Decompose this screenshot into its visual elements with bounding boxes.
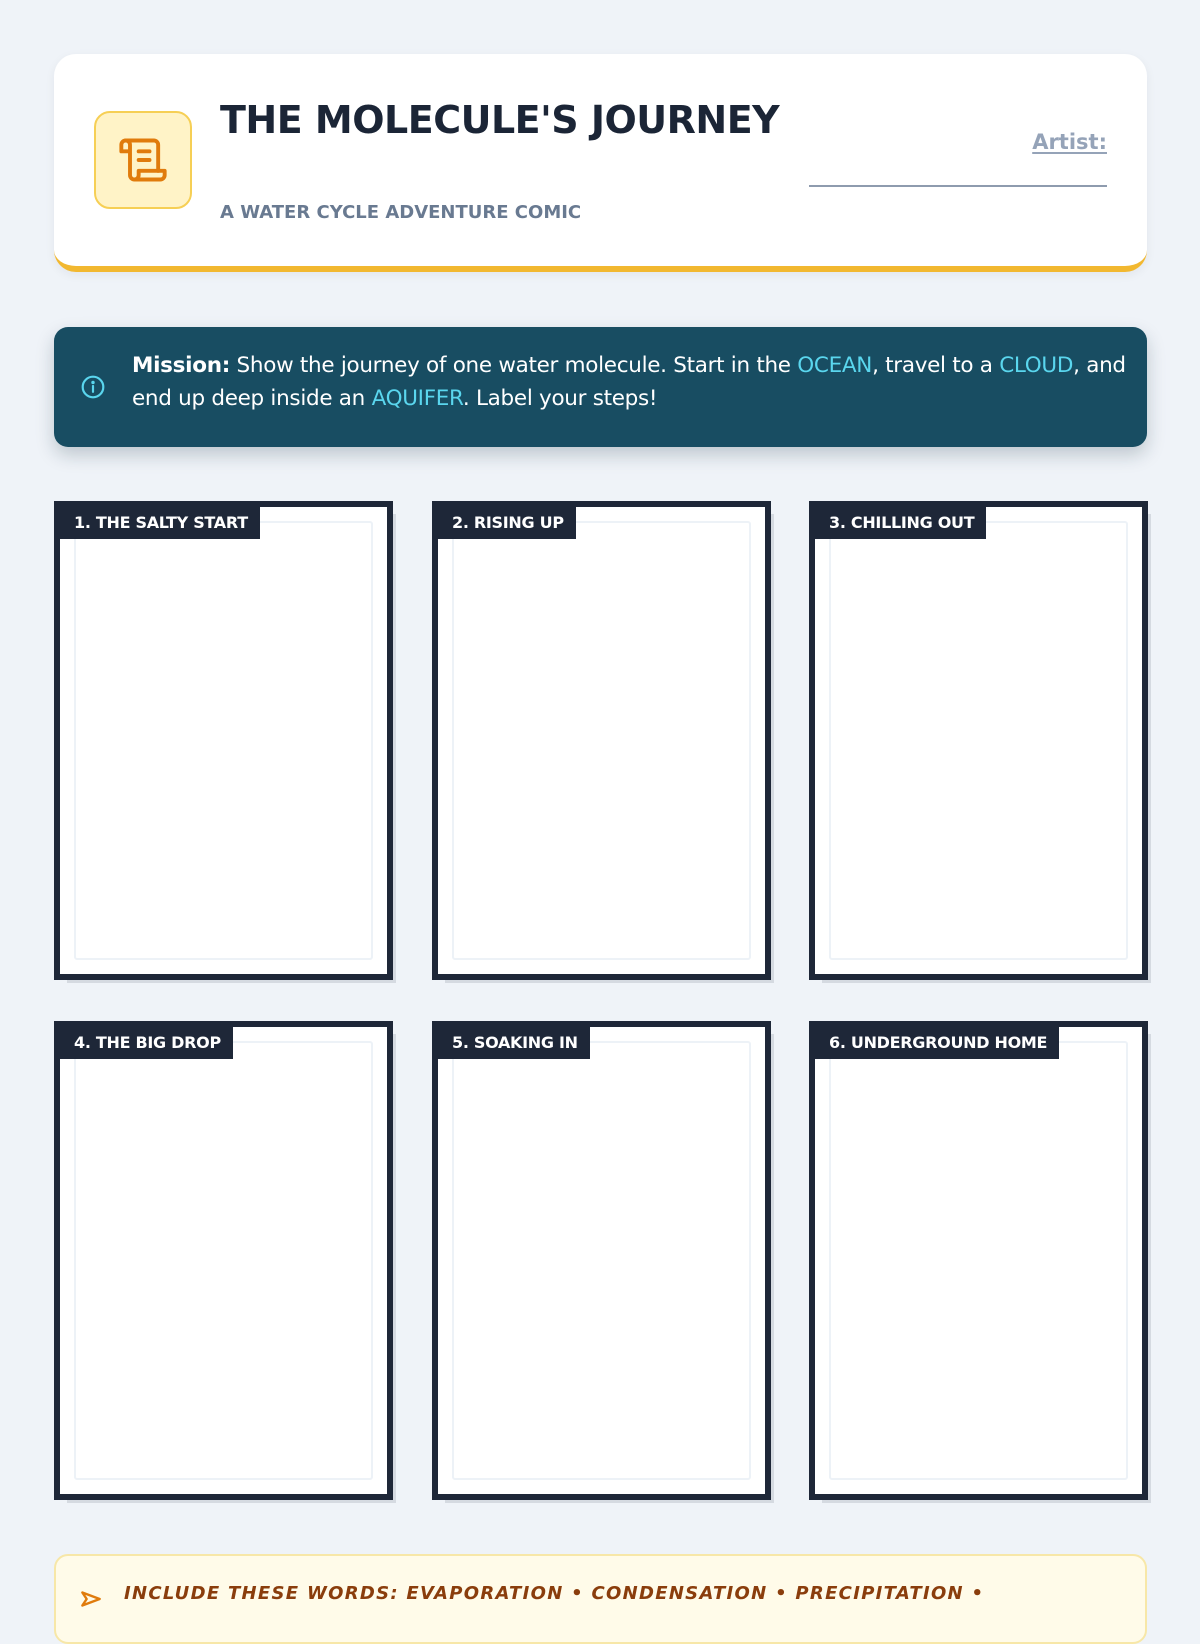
panel-label: 3. CHILLING OUT: [815, 507, 986, 539]
mission-text-part: , and end up deep inside an: [132, 353, 1126, 411]
artist-name-field[interactable]: [809, 185, 1107, 187]
page-subtitle: A WATER CYCLE ADVENTURE COMIC: [220, 202, 582, 223]
mission-text: [132, 349, 1132, 415]
keyword-aquifer: AQUIFER: [371, 386, 463, 411]
panel-drawing-area[interactable]: [829, 521, 1128, 960]
comic-panel-3[interactable]: [809, 501, 1151, 983]
panel-drawing-area[interactable]: [74, 1041, 373, 1480]
comic-panel-2[interactable]: [432, 501, 774, 983]
panel-label: 2. RISING UP: [438, 507, 576, 539]
keyword-ocean: OCEAN: [797, 353, 873, 378]
panel-frame[interactable]: [432, 1021, 771, 1500]
info-icon: [80, 374, 106, 404]
panel-drawing-area[interactable]: [452, 1041, 751, 1480]
panel-frame[interactable]: [432, 501, 771, 980]
panel-label: 4. THE BIG DROP: [60, 1027, 233, 1059]
pointer-icon: [78, 1586, 104, 1616]
panel-frame[interactable]: [54, 1021, 393, 1500]
panel-label: 6. UNDERGROUND HOME: [815, 1027, 1059, 1059]
comic-panel-1[interactable]: [54, 501, 396, 983]
comic-panel-4[interactable]: [54, 1021, 396, 1503]
panel-frame[interactable]: [54, 501, 393, 980]
mission-text-part: , travel to a: [872, 353, 1000, 378]
panel-frame[interactable]: [809, 501, 1148, 980]
panel-drawing-area[interactable]: [74, 521, 373, 960]
mission-banner: [54, 327, 1147, 447]
page-title: THE MOLECULE'S JOURNEY: [220, 98, 780, 142]
comic-panel-6[interactable]: [809, 1021, 1151, 1503]
mission-label: Mission:: [132, 353, 231, 378]
mission-text-part: Show the journey of one water molecule. Start in the: [230, 353, 798, 378]
panel-drawing-area[interactable]: [829, 1041, 1128, 1480]
mission-text-part: . Label your steps!: [462, 386, 658, 411]
artist-label: Artist:: [1032, 130, 1107, 154]
panel-frame[interactable]: [809, 1021, 1148, 1500]
panel-drawing-area[interactable]: [452, 521, 751, 960]
keyword-cloud: CLOUD: [999, 353, 1074, 378]
scroll-icon: [94, 111, 192, 209]
vocab-text: INCLUDE THESE WORDS: EVAPORATION • CONDENSATION • PRECIPITATION •: [124, 1583, 985, 1604]
comic-panel-5[interactable]: [432, 1021, 774, 1503]
panel-label: 5. SOAKING IN: [438, 1027, 590, 1059]
header-card: [54, 54, 1147, 272]
panel-label: 1. THE SALTY START: [60, 507, 260, 539]
vocab-box: [54, 1554, 1147, 1644]
